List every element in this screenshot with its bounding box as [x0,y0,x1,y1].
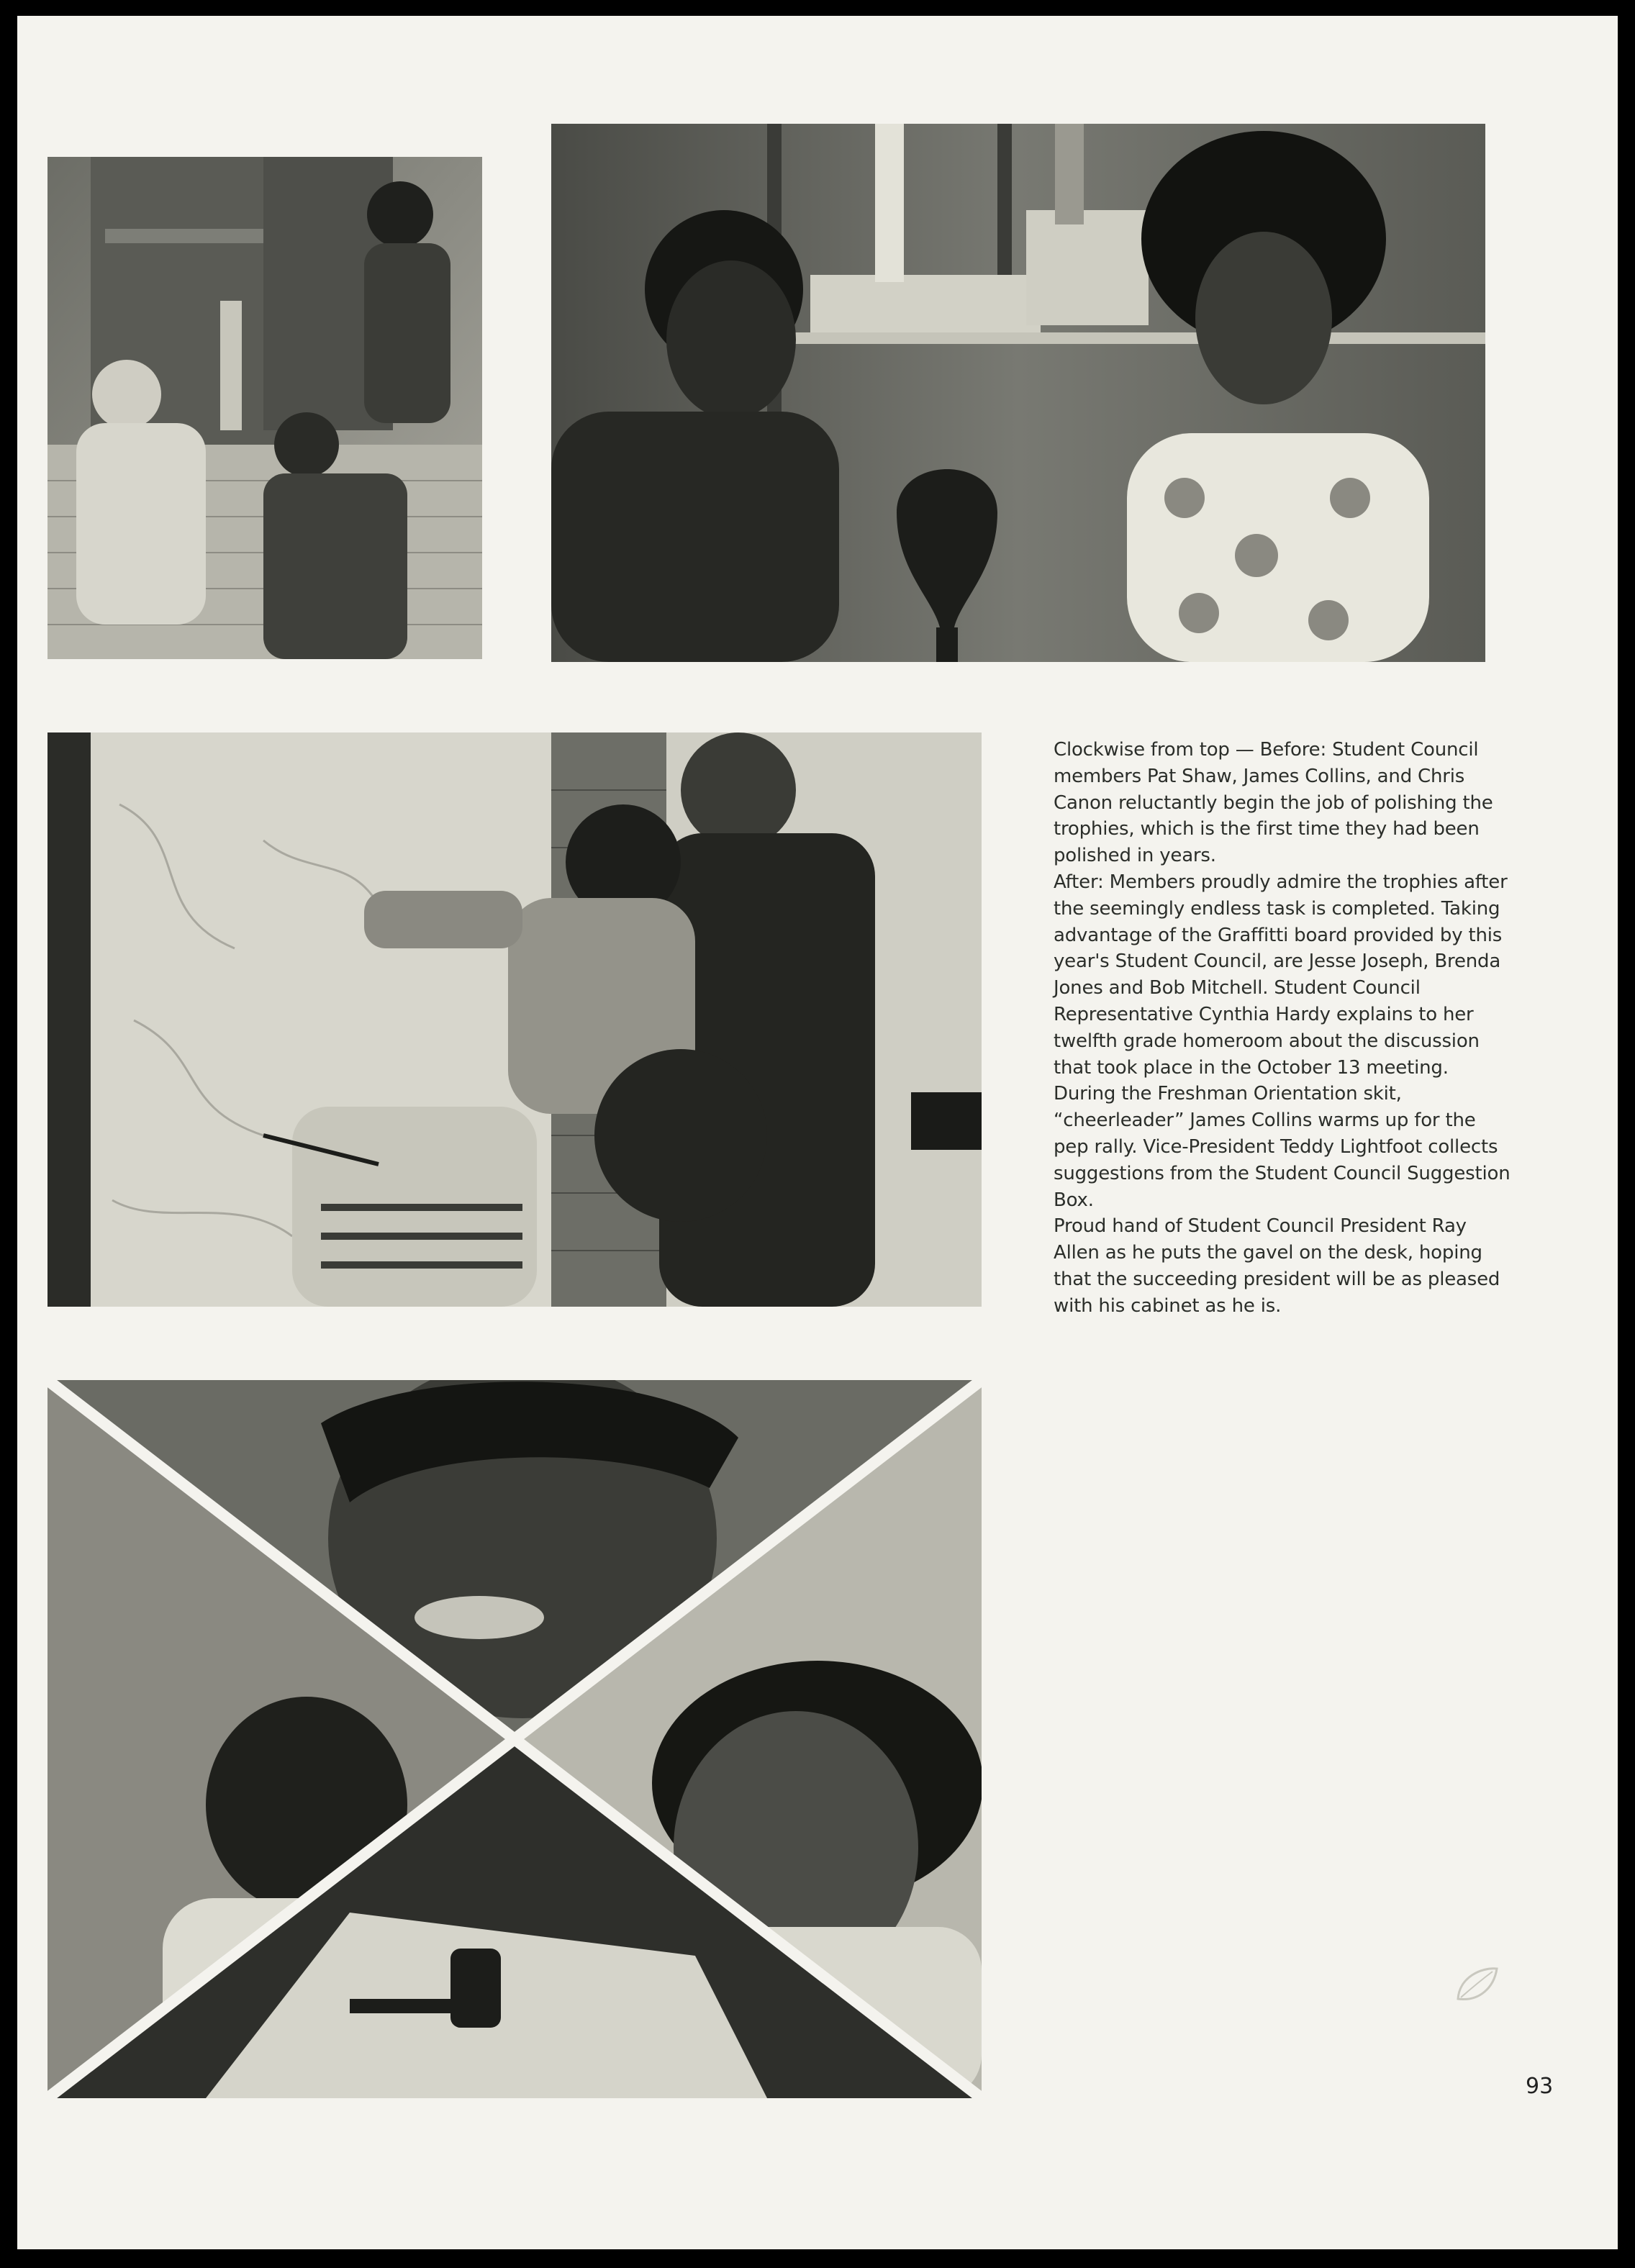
yearbook-page [14,13,1621,2252]
caption-paragraph: During the Freshman Orientation skit, “cheerleader” James Collins warms up for the pep rally. Vice-President Teddy Lightfoot collects suggestions from the Student Council Suggestion Box. [1054,1083,1511,1211]
page-number: 93 [1526,2074,1554,2099]
photo-graffiti-board-image [47,732,982,1307]
photo-graffiti-board [47,732,982,1307]
caption-paragraph: Proud hand of Student Council President Ray Allen as he puts the gavel on the desk, hoping that the succeeding president will be as pleased with his cabinet as he is. [1054,1215,1500,1317]
caption-paragraph: Clockwise from top — Before: Student Council members Pat Shaw, James Collins, and Chris Canon reluctantly begin the job of polishing the trophies, which is the first time they had been polished in years. [1054,739,1493,867]
photo-polishing-trophies [47,157,482,659]
photo-collage-council [47,1380,982,2098]
photo-collage-council-image [47,1380,982,2098]
photo-caption [1054,737,1514,1320]
photo-polishing-trophies-image [47,157,482,659]
photo-admiring-trophies [551,124,1485,662]
leaf-icon [1452,1963,1501,2006]
caption-paragraph: After: Members proudly admire the trophies after the seemingly endless task is completed. Taking advantage of the Graffitti board provided by this year's Student Council, are Jesse Joseph, Brenda Jones and Bob Mitchell. Student Council Representative Cynthia Hardy explains to her twelfth grade homeroom about the discussion that took place in the October 13 meeting. [1054,871,1508,1079]
photo-admiring-trophies-image [551,124,1485,662]
